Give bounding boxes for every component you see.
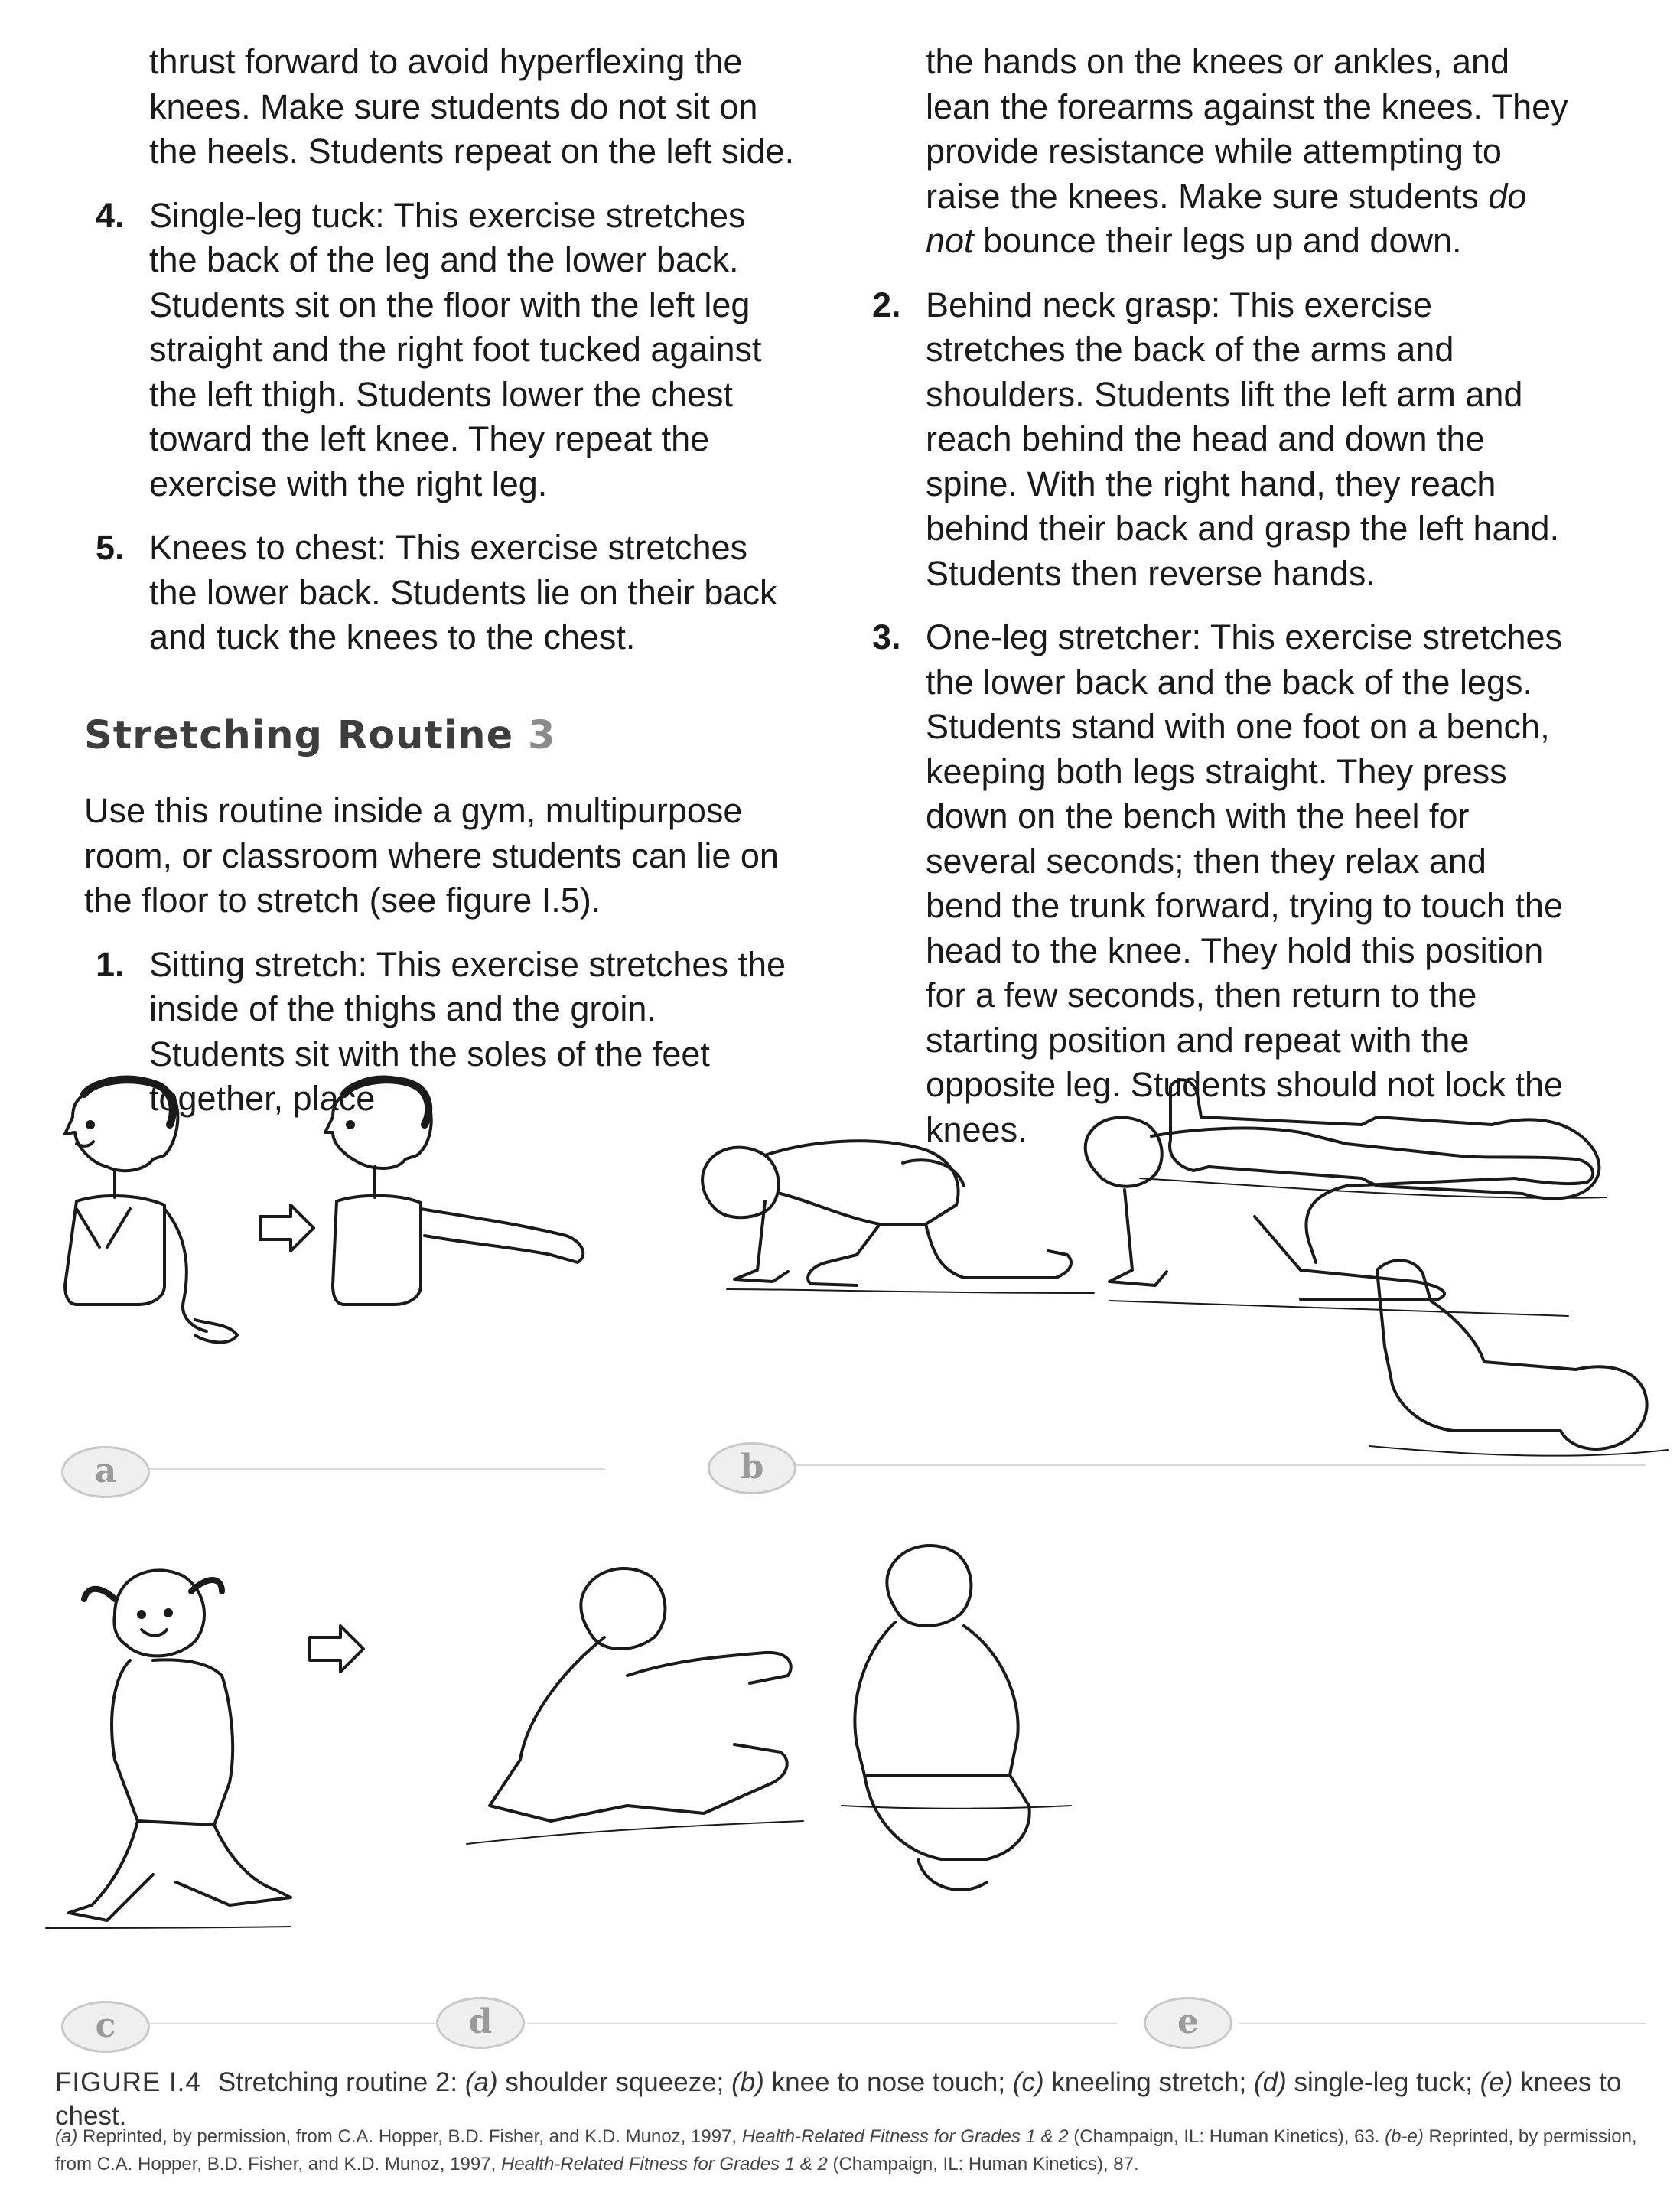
heading-number: 3 bbox=[527, 712, 556, 758]
arrow-right-icon bbox=[310, 1626, 363, 1672]
figure-credit: (a) Reprinted, by permission, from C.A. Hopper, B.D. Fisher, and K.D. Munoz, 1997, Health-Related Fitness for Grades 1 & 2 (Champaign, IL: Human Kinetics), 63. (b-e) Reprinted, by permission, from C.A. Hopper, B.D. Fisher, and K.D. Munoz, 1997, Health-Related Fitness for Grades 1 & 2 (Champaign, IL: Human Kinetics), 87. bbox=[55, 2126, 1637, 2174]
figure-caption: FIGURE I.4 Stretching routine 2: (a) shoulder squeeze; (b) knee to nose touch; (c) kneeling stretch; (d) single-leg tuck; (e) knees to chest. bbox=[55, 2067, 1622, 2131]
section-paragraph: Use this routine inside a gym, multipurpose room, or classroom where students can lie on the floor to stretch (see figure I.5). bbox=[84, 791, 779, 920]
heading-main: Stretching Routine bbox=[84, 712, 528, 758]
emphasis: do not bbox=[926, 176, 1527, 260]
panel-label-d: d bbox=[436, 1997, 525, 2049]
panel-label-c: c bbox=[61, 2001, 150, 2053]
item-text: Single-leg tuck: This exercise stretches the back of the leg and the lower back. Students sit on the floor with the left leg straight and the right foot tucked against the left thigh. Students lower the chest toward the left knee. They repeat the exercise with the right leg. bbox=[149, 195, 762, 503]
figure-illustrations bbox=[0, 1071, 1680, 2043]
item-text: Knees to chest: This exercise stretches the lower back. Students lie on their back and tuck the knees to the chest. bbox=[149, 528, 777, 656]
panel-label-e: e bbox=[1144, 1997, 1232, 2049]
intro-text: thrust forward to avoid hyperflexing the knees. Make sure students do not sit on the heels. Students repeat on the left side. bbox=[149, 42, 795, 171]
item-number: 5. bbox=[96, 528, 125, 567]
illustration-d-tuck-reach bbox=[467, 1568, 803, 1844]
section-heading bbox=[84, 714, 799, 759]
item-number: 1. bbox=[96, 944, 125, 984]
illustration-a-boy-turned bbox=[325, 1077, 583, 1305]
panel-label-b: b bbox=[708, 1442, 796, 1494]
list-item-2 bbox=[861, 283, 1568, 597]
figure-1-4 bbox=[0, 1071, 1680, 2043]
figure-label: FIGURE I.4 bbox=[55, 2067, 201, 2097]
panel-label-a: a bbox=[61, 1446, 150, 1498]
illustration-b-leg-extension bbox=[1086, 1117, 1594, 1316]
illustration-c-kneeling-stretch bbox=[46, 1570, 291, 1928]
right-column bbox=[861, 40, 1568, 1152]
item-text: Sitting stretch: This exercise stretches the inside of the thighs and the groin. Students sit with the soles of the feet together, place bbox=[149, 944, 786, 1118]
arrow-right-icon bbox=[260, 1205, 314, 1251]
list-item-5 bbox=[84, 526, 799, 660]
item-number: 2. bbox=[872, 285, 901, 324]
item-text: Behind neck grasp: This exercise stretches the back of the arms and shoulders. Students lift the left arm and reach behind the head and down the spine. With the right hand, they reach behind their back and grasp the left hand. Students then reverse hands. bbox=[926, 285, 1560, 593]
illustration-b-knee-to-nose bbox=[702, 1141, 1094, 1293]
left-column bbox=[84, 40, 799, 1122]
item-text: One-leg stretcher: This exercise stretches the lower back and the back of the legs. Students stand with one foot on a bench, keeping both legs straight. They press down on the bench with the heel for several seconds; then they relax and bend the trunk forward, trying to touch the head to the knee. They hold this position for a few seconds, then return to the starting position and repeat with the opposite leg. Students should not lock the knees. bbox=[926, 617, 1564, 1149]
list-item-4 bbox=[84, 194, 799, 507]
item-number: 3. bbox=[872, 617, 901, 656]
continued-text: the hands on the knees or ankles, and lean the forearms against the knees. They provide resistance while attempting to raise the knees. Make sure students do not bounce their legs up and down. bbox=[926, 42, 1568, 260]
illustration-e-knees-to-chest bbox=[1369, 1260, 1668, 1455]
illustration-a-boy-front bbox=[65, 1077, 237, 1343]
illustration-d-seated-girl bbox=[842, 1546, 1071, 1890]
item-number: 4. bbox=[96, 195, 125, 235]
